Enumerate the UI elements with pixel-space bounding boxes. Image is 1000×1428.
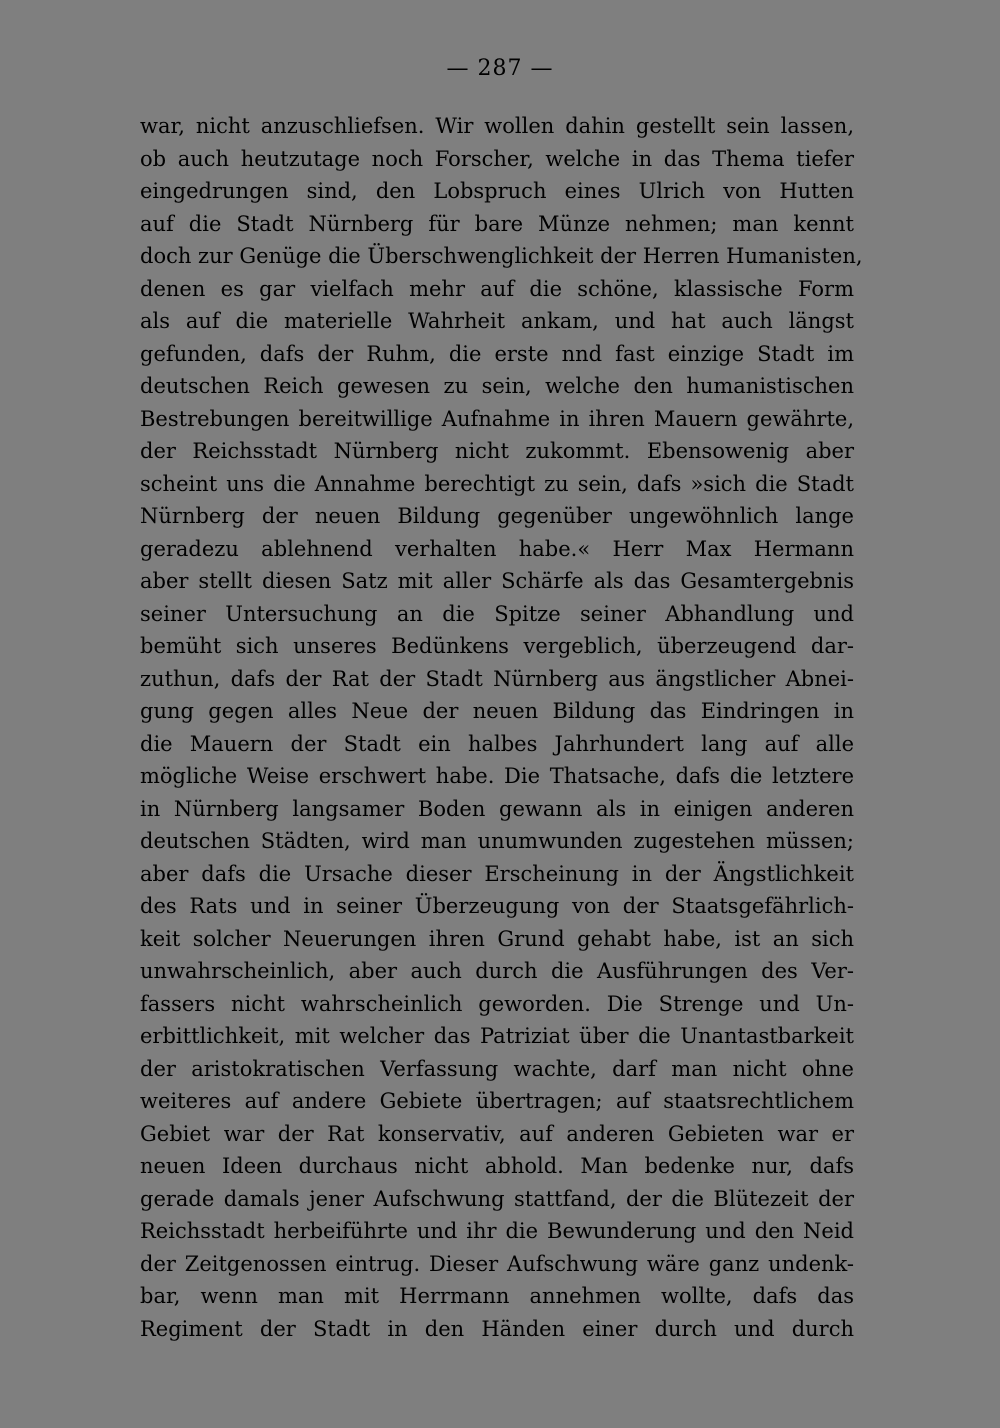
text-line: Regiment der Stadt in den Händen einer durch und durch [140, 1316, 854, 1341]
text-line: der Reichsstadt Nürnberg nicht zukommt. Ebensowenig aber [140, 439, 854, 463]
text-line: als auf die materielle Wahrheit ankam, und hat auch längst [140, 309, 854, 333]
text-line: Gebiet war der Rat konservativ, auf anderen Gebieten war er [140, 1121, 854, 1146]
body-text [140, 110, 863, 1345]
page-number: — 287 — [446, 56, 554, 81]
text-line: weiteres auf andere Gebiete übertragen; auf staatsrechtlichem [140, 1089, 854, 1113]
text-line: aber dafs die Ursache dieser Erscheinung in der Ängstlichkeit [140, 861, 854, 886]
text-line: neuen Ideen durchaus nicht abhold. Man bedenke nur, dafs [140, 1154, 854, 1178]
text-line: war, nicht anzuschliefsen. Wir wollen dahin gestellt sein lassen, [140, 114, 854, 138]
text-line: der Zeitgenossen eintrug. Dieser Aufschwung wäre ganz undenk- [140, 1251, 854, 1276]
text-line: denen es gar vielfach mehr auf die schöne, klassische Form [140, 276, 854, 301]
text-line: eingedrungen sind, den Lobspruch eines Ulrich von Hutten [140, 179, 854, 203]
text-line: der aristokratischen Verfassung wachte, darf man nicht ohne [140, 1056, 854, 1081]
text-line: erbittlichkeit, mit welcher das Patriziat über die Unantastbarkeit [140, 1024, 854, 1048]
text-line: seiner Untersuchung an die Spitze seiner Abhandlung und [140, 601, 854, 626]
text-line: bar, wenn man mit Herrmann annehmen wollte, dafs das [140, 1284, 854, 1308]
text-line: auf die Stadt Nürnberg für bare Münze nehmen; man kennt [140, 211, 854, 236]
text-line: Bestrebungen bereitwillige Aufnahme in ihren Mauern gewährte, [140, 406, 854, 431]
text-line: keit solcher Neuerungen ihren Grund gehabt habe, ist an sich [140, 926, 854, 951]
text-line: fassers nicht wahrscheinlich geworden. Die Strenge und Un- [140, 991, 854, 1016]
text-line: des Rats und in seiner Überzeugung von der Staatsgefährlich- [140, 894, 854, 918]
text-line: zuthun, dafs der Rat der Stadt Nürnberg aus ängstlicher Abnei- [140, 666, 854, 691]
text-line: gerade damals jener Aufschwung stattfand, der die Blütezeit der [140, 1186, 854, 1211]
text-line: Reichsstadt herbeiführte und ihr die Bewunderung und den Neid [140, 1219, 854, 1243]
text-line: geradezu ablehnend verhalten habe.« Herr Max Hermann [140, 536, 854, 561]
text-line: doch zur Genüge die Überschwenglichkeit der Herren Humanisten, [140, 244, 863, 268]
text-line: mögliche Weise erschwert habe. Die Thatsache, dafs die letztere [140, 764, 854, 788]
text-line: Nürnberg der neuen Bildung gegenüber ungewöhnlich lange [140, 504, 854, 528]
text-line: aber stellt diesen Satz mit aller Schärfe als das Gesamtergebnis [140, 569, 854, 593]
text-line: scheint uns die Annahme berechtigt zu sein, dafs »sich die Stadt [140, 471, 854, 496]
text-line: unwahrscheinlich, aber auch durch die Ausführungen des Ver- [140, 959, 854, 983]
text-line: gung gegen alles Neue der neuen Bildung das Eindringen in [140, 699, 854, 723]
text-line: deutschen Reich gewesen zu sein, welche den humanistischen [140, 374, 854, 398]
text-line: die Mauern der Stadt ein halbes Jahrhundert lang auf alle [140, 731, 854, 756]
text-line: ob auch heutzutage noch Forscher, welche in das Thema tiefer [140, 146, 854, 171]
text-line: gefunden, dafs der Ruhm, die erste nnd fast einzige Stadt im [140, 341, 854, 366]
text-line: in Nürnberg langsamer Boden gewann als in einigen anderen [140, 796, 854, 821]
text-line: deutschen Städten, wird man unumwunden zugestehen müssen; [140, 829, 854, 853]
text-line: bemüht sich unseres Bedünkens vergeblich, überzeugend dar- [140, 634, 854, 658]
